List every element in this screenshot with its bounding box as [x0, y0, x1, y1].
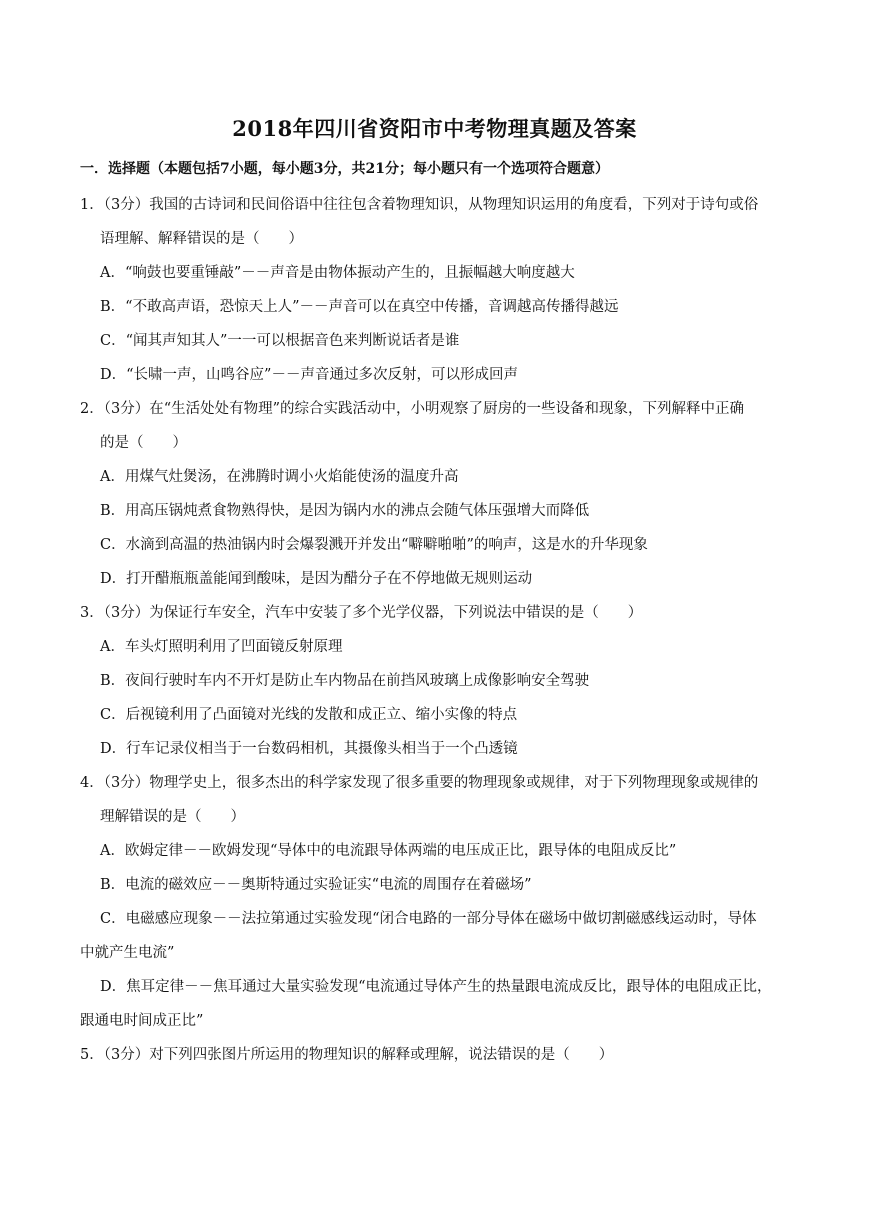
question-3-option-a: A．车头灯照明利用了凹面镜反射原理	[100, 639, 343, 655]
question-4-stem-cont: 理解错误的是（ ）	[100, 809, 245, 825]
question-3-stem: 3．（3分）为保证行车安全，汽车中安装了多个光学仪器，下列说法中错误的是（ ）	[80, 605, 643, 621]
question-4-option-d-cont: 跟通电时间成正比”	[80, 1013, 204, 1029]
question-3-option-b: B．夜间行驶时车内不开灯是防止车内物品在前挡风玻璃上成像影响安全驾驶	[100, 673, 590, 689]
question-1-stem-cont: 语理解、解释错误的是（ ）	[100, 231, 303, 247]
question-4-option-c: C．电磁感应现象－－法拉第通过实验发现“闭合电路的一部分导体在磁场中做切割磁感线运动时，导体	[100, 911, 757, 927]
question-1-option-b: B．“不敢高声语，恐惊天上人”－－声音可以在真空中传播，音调越高传播得越远	[100, 299, 619, 315]
question-4-option-c-cont: 中就产生电流”	[80, 945, 175, 961]
section-heading: 一．选择题（本题包括7小题，每小题3分，共21分；每小题只有一个选项符合题意）	[80, 161, 609, 177]
question-1-option-d: D．“长啸一声，山鸣谷应”－－声音通过多次反射，可以形成回声	[100, 367, 518, 383]
question-1-option-a: A．“响鼓也要重锤敲”－－声音是由物体振动产生的，且振幅越大响度越大	[100, 265, 575, 281]
question-2-stem: 2．（3分）在“生活处处有物理”的综合实践活动中，小明观察了厨房的一些设备和现象，下列解释中正确	[80, 401, 745, 417]
question-4-option-a: A．欧姆定律－－欧姆发现“导体中的电流跟导体两端的电压成正比，跟导体的电阻成反比”	[100, 843, 677, 859]
question-4-option-d: D．焦耳定律－－焦耳通过大量实验发现“电流通过导体产生的热量跟电流成反比，跟导体的电阻成正比，	[100, 979, 772, 995]
question-1-stem: 1．（3分）我国的古诗词和民间俗语中往往包含着物理知识，从物理知识运用的角度看，下列对于诗句或俗	[80, 197, 759, 213]
question-1-option-c: C．“闻其声知其人”一一可以根据音色来判断说话者是谁	[100, 333, 460, 349]
question-2-option-d: D．打开醋瓶瓶盖能闻到酸味，是因为醋分子在不停地做无规则运动	[100, 571, 533, 587]
question-2-option-a: A．用煤气灶煲汤，在沸腾时调小火焰能使汤的温度升高	[100, 469, 459, 485]
question-4-stem: 4．（3分）物理学史上，很多杰出的科学家发现了很多重要的物理现象或规律，对于下列物理现象或规律的	[80, 775, 759, 791]
question-2-option-b: B．用高压锅炖煮食物熟得快，是因为锅内水的沸点会随气体压强增大而降低	[100, 503, 590, 519]
question-2-option-c: C．水滴到高温的热油锅内时会爆裂溅开并发出“噼噼啪啪”的响声，这是水的升华现象	[100, 537, 648, 553]
question-4-option-b: B．电流的磁效应－－奥斯特通过实验证实“电流的周围存在着磁场”	[100, 877, 532, 893]
question-3-option-d: D．行车记录仪相当于一台数码相机，其摄像头相当于一个凸透镜	[100, 741, 518, 757]
question-3-option-c: C．后视镜利用了凸面镜对光线的发散和成正立、缩小实像的特点	[100, 707, 518, 723]
document-title: 2018年四川省资阳市中考物理真题及答案	[232, 116, 637, 141]
question-5-stem: 5．（3分）对下列四张图片所运用的物理知识的解释或理解，说法错误的是（ ）	[80, 1047, 614, 1063]
question-2-stem-cont: 的是（ ）	[100, 435, 187, 451]
